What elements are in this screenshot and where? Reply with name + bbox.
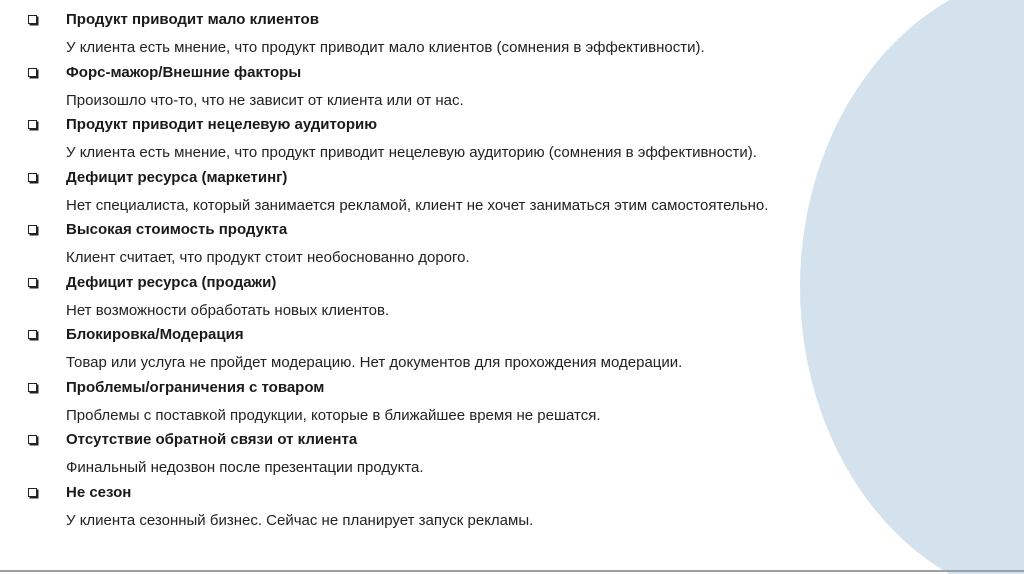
item-title: Дефицит ресурса (маркетинг) [66, 168, 288, 186]
reasons-list [28, 11, 868, 536]
item-title: Высокая стоимость продукта [66, 221, 288, 238]
item-title: Форс-мажор/Внешние факторы [66, 63, 302, 81]
item-title: Отсутствие обратной связи от клиента [66, 431, 358, 448]
item-title: Дефицит ресурса (продажи) [66, 273, 277, 291]
item-description: У клиента сезонный бизнес. Сейчас не планирует запуск рекламы. [66, 511, 534, 529]
item-description: Товар или услуга не пройдет модерацию. Нет документов для прохождения модерации. [66, 354, 683, 371]
square-bullet-icon [28, 225, 37, 234]
list-item [28, 116, 868, 169]
list-item [28, 431, 868, 484]
square-bullet-icon [28, 330, 37, 339]
square-bullet-icon [28, 120, 37, 129]
item-description: У клиента есть мнение, что продукт приводит мало клиентов (сомнения в эффективности). [66, 39, 705, 56]
item-title: Продукт приводит мало клиентов [66, 11, 319, 28]
list-item [28, 221, 868, 274]
list-item [28, 379, 868, 432]
square-bullet-icon [28, 435, 37, 444]
list-item [28, 11, 868, 64]
item-description: Произошло что-то, что не зависит от клиента или от нас. [66, 91, 464, 109]
square-bullet-icon [28, 173, 37, 182]
item-description: Проблемы с поставкой продукции, которые в ближайшее время не решатся. [66, 406, 601, 424]
list-item [28, 274, 868, 327]
list-item [28, 64, 868, 117]
bottom-divider [0, 570, 1024, 572]
square-bullet-icon [28, 68, 37, 77]
item-description: У клиента есть мнение, что продукт приводит нецелевую аудиторию (сомнения в эффективности). [66, 144, 757, 161]
item-description: Нет возможности обработать новых клиентов. [66, 301, 390, 319]
list-item [28, 484, 868, 537]
list-item [28, 169, 868, 222]
square-bullet-icon [28, 278, 37, 287]
item-title: Блокировка/Модерация [66, 326, 244, 343]
item-title: Не сезон [66, 483, 132, 501]
square-bullet-icon [28, 383, 37, 392]
item-description: Нет специалиста, который занимается рекламой, клиент не хочет заниматься этим самостоятельно. [66, 196, 769, 214]
list-item [28, 326, 868, 379]
item-title: Продукт приводит нецелевую аудиторию [66, 116, 378, 133]
item-description: Финальный недозвон после презентации продукта. [66, 459, 424, 476]
square-bullet-icon [28, 15, 37, 24]
square-bullet-icon [28, 488, 37, 497]
item-title: Проблемы/ограничения с товаром [66, 378, 325, 396]
item-description: Клиент считает, что продукт стоит необоснованно дорого. [66, 249, 470, 266]
